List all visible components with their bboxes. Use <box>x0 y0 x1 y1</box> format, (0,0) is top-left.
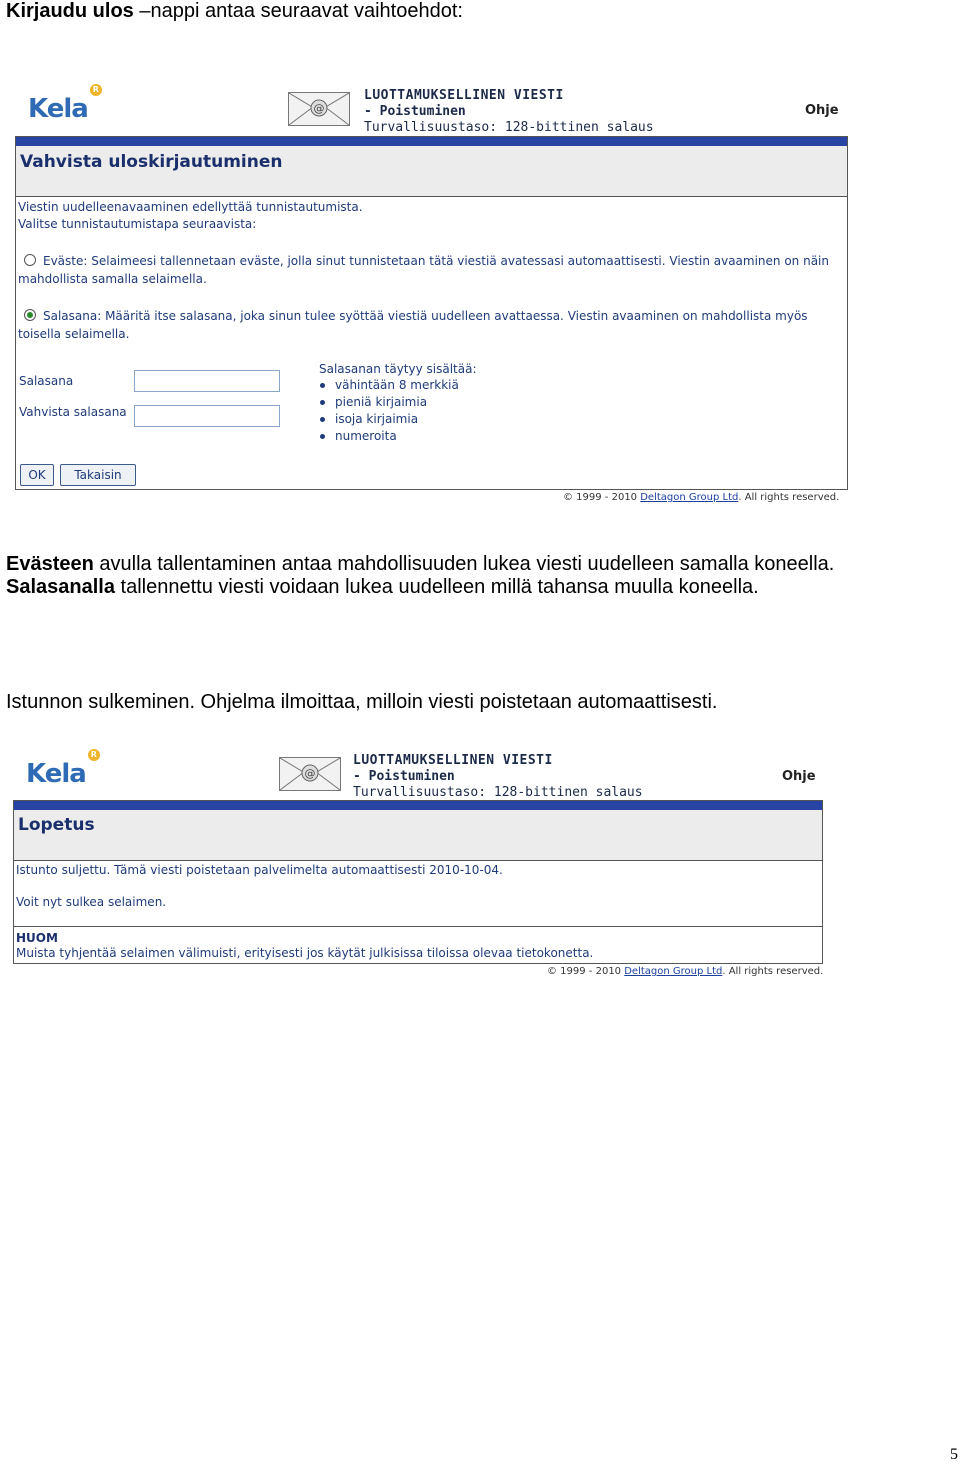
note-title: HUOM <box>16 931 58 945</box>
title-band <box>16 146 847 197</box>
header-bar <box>16 137 847 146</box>
password-input[interactable] <box>134 370 280 392</box>
kela-registered-mark: R <box>90 84 102 96</box>
password-radio[interactable] <box>24 309 36 321</box>
requirement-item: isoja kirjaimia <box>318 411 459 428</box>
confirm-password-label: Vahvista salasana <box>19 405 127 419</box>
confirm-password-input[interactable] <box>134 405 280 427</box>
svg-text:@: @ <box>313 102 325 115</box>
header-bar <box>14 801 822 810</box>
copyright <box>563 492 839 503</box>
kela-logo-text: Kela <box>28 94 88 124</box>
copyright <box>547 966 823 977</box>
ok-button[interactable]: OK <box>20 464 54 486</box>
kela-logo-text: Kela <box>26 759 86 789</box>
heading-bold: Kirjaudu ulos <box>6 0 134 22</box>
help-link[interactable]: Ohje <box>782 769 816 784</box>
note-text: Muista tyhjentää selaimen välimuisti, erityisesti jos käytät julkisissa tiloissa olevaa tietokonetta. <box>16 946 594 960</box>
cookie-option-line-2: mahdollista samalla selaimella. <box>18 272 207 286</box>
copyright-prefix: © 1999 - 2010 <box>563 492 641 503</box>
end-screenshot <box>0 745 960 985</box>
requirement-item: pieniä kirjaimia <box>318 394 459 411</box>
help-link[interactable]: Ohje <box>805 103 839 118</box>
page-title: Vahvista uloskirjautuminen <box>20 152 283 172</box>
page-number: 5 <box>950 1446 958 1463</box>
page-title: Lopetus <box>18 815 95 835</box>
intro-line-1: Viestin uudelleenavaaminen edellyttää tunnistautumista. <box>18 200 363 214</box>
kela-logo <box>28 85 99 124</box>
company-link[interactable]: Deltagon Group Ltd <box>624 966 723 977</box>
password-option-line-1: Salasana: Määritä itse salasana, joka sinun tulee syöttää viestiä uudelleen avattaessa. Viestin avaaminen on mahdollista myös <box>43 309 808 323</box>
close-browser-message: Voit nyt sulkea selaimen. <box>16 895 167 909</box>
svg-text:@: @ <box>304 767 316 780</box>
envelope-at-icon <box>279 757 341 791</box>
app-header-text <box>353 753 643 801</box>
app-subtitle: - Poistuminen <box>353 769 455 784</box>
instruction-heading <box>6 0 463 23</box>
security-level: Turvallisuustaso: 128-bittinen salaus <box>364 120 654 135</box>
title-band <box>14 810 822 861</box>
kela-registered-mark: R <box>88 749 100 761</box>
app-subtitle: - Poistuminen <box>364 104 466 119</box>
app-title: LUOTTAMUKSELLINEN VIESTI <box>353 753 553 768</box>
requirement-item: numeroita <box>318 428 459 445</box>
explanation-line-2-rest: tallennettu viesti voidaan lukea uudelleen millä tahansa muulla koneella. <box>114 576 759 598</box>
cookie-option-line-1: Eväste: Selaimeesi tallennetaan eväste, jolla sinut tunnistetaan tätä viestiä avatessasi automaattisesti. Viestin avaaminen on näin <box>43 254 829 268</box>
back-button[interactable]: Takaisin <box>60 464 136 486</box>
copyright-suffix: . All rights reserved. <box>738 492 840 503</box>
explanation-line-1 <box>6 553 834 576</box>
note-divider <box>14 926 822 927</box>
kela-logo <box>26 750 97 789</box>
password-option-line-2: toisella selaimella. <box>18 327 130 341</box>
cookie-term: Evästeen <box>6 553 94 575</box>
password-term: Salasanalla <box>6 576 115 598</box>
copyright-prefix: © 1999 - 2010 <box>547 966 625 977</box>
copyright-suffix: . All rights reserved. <box>722 966 824 977</box>
session-closing-text: Istunnon sulkeminen. Ohjelma ilmoittaa, milloin viesti poistetaan automaattisesti. <box>6 691 718 713</box>
requirements-title: Salasanan täytyy sisältää: <box>319 362 477 376</box>
intro-line-2: Valitse tunnistautumistapa seuraavista: <box>18 217 257 231</box>
cookie-radio[interactable] <box>24 254 36 266</box>
requirement-item: vähintään 8 merkkiä <box>318 377 459 394</box>
explanation-line-1-rest: avulla tallentaminen antaa mahdollisuuden lukea viesti uudelleen samalla koneella. <box>93 553 835 575</box>
password-label: Salasana <box>19 374 74 388</box>
app-title: LUOTTAMUKSELLINEN VIESTI <box>364 88 564 103</box>
session-closed-message: Istunto suljettu. Tämä viesti poistetaan palvelimelta automaattisesti 2010-10-04. <box>16 863 503 877</box>
explanation-line-2 <box>6 576 759 599</box>
logout-panel <box>15 136 848 490</box>
app-header-text <box>364 88 654 136</box>
security-level: Turvallisuustaso: 128-bittinen salaus <box>353 785 643 800</box>
heading-rest: –nappi antaa seuraavat vaihtoehdot: <box>133 0 463 22</box>
envelope-at-icon <box>288 92 350 126</box>
end-panel <box>13 800 823 964</box>
logout-screenshot <box>0 80 960 510</box>
requirements-list <box>318 377 459 445</box>
company-link[interactable]: Deltagon Group Ltd <box>640 492 739 503</box>
